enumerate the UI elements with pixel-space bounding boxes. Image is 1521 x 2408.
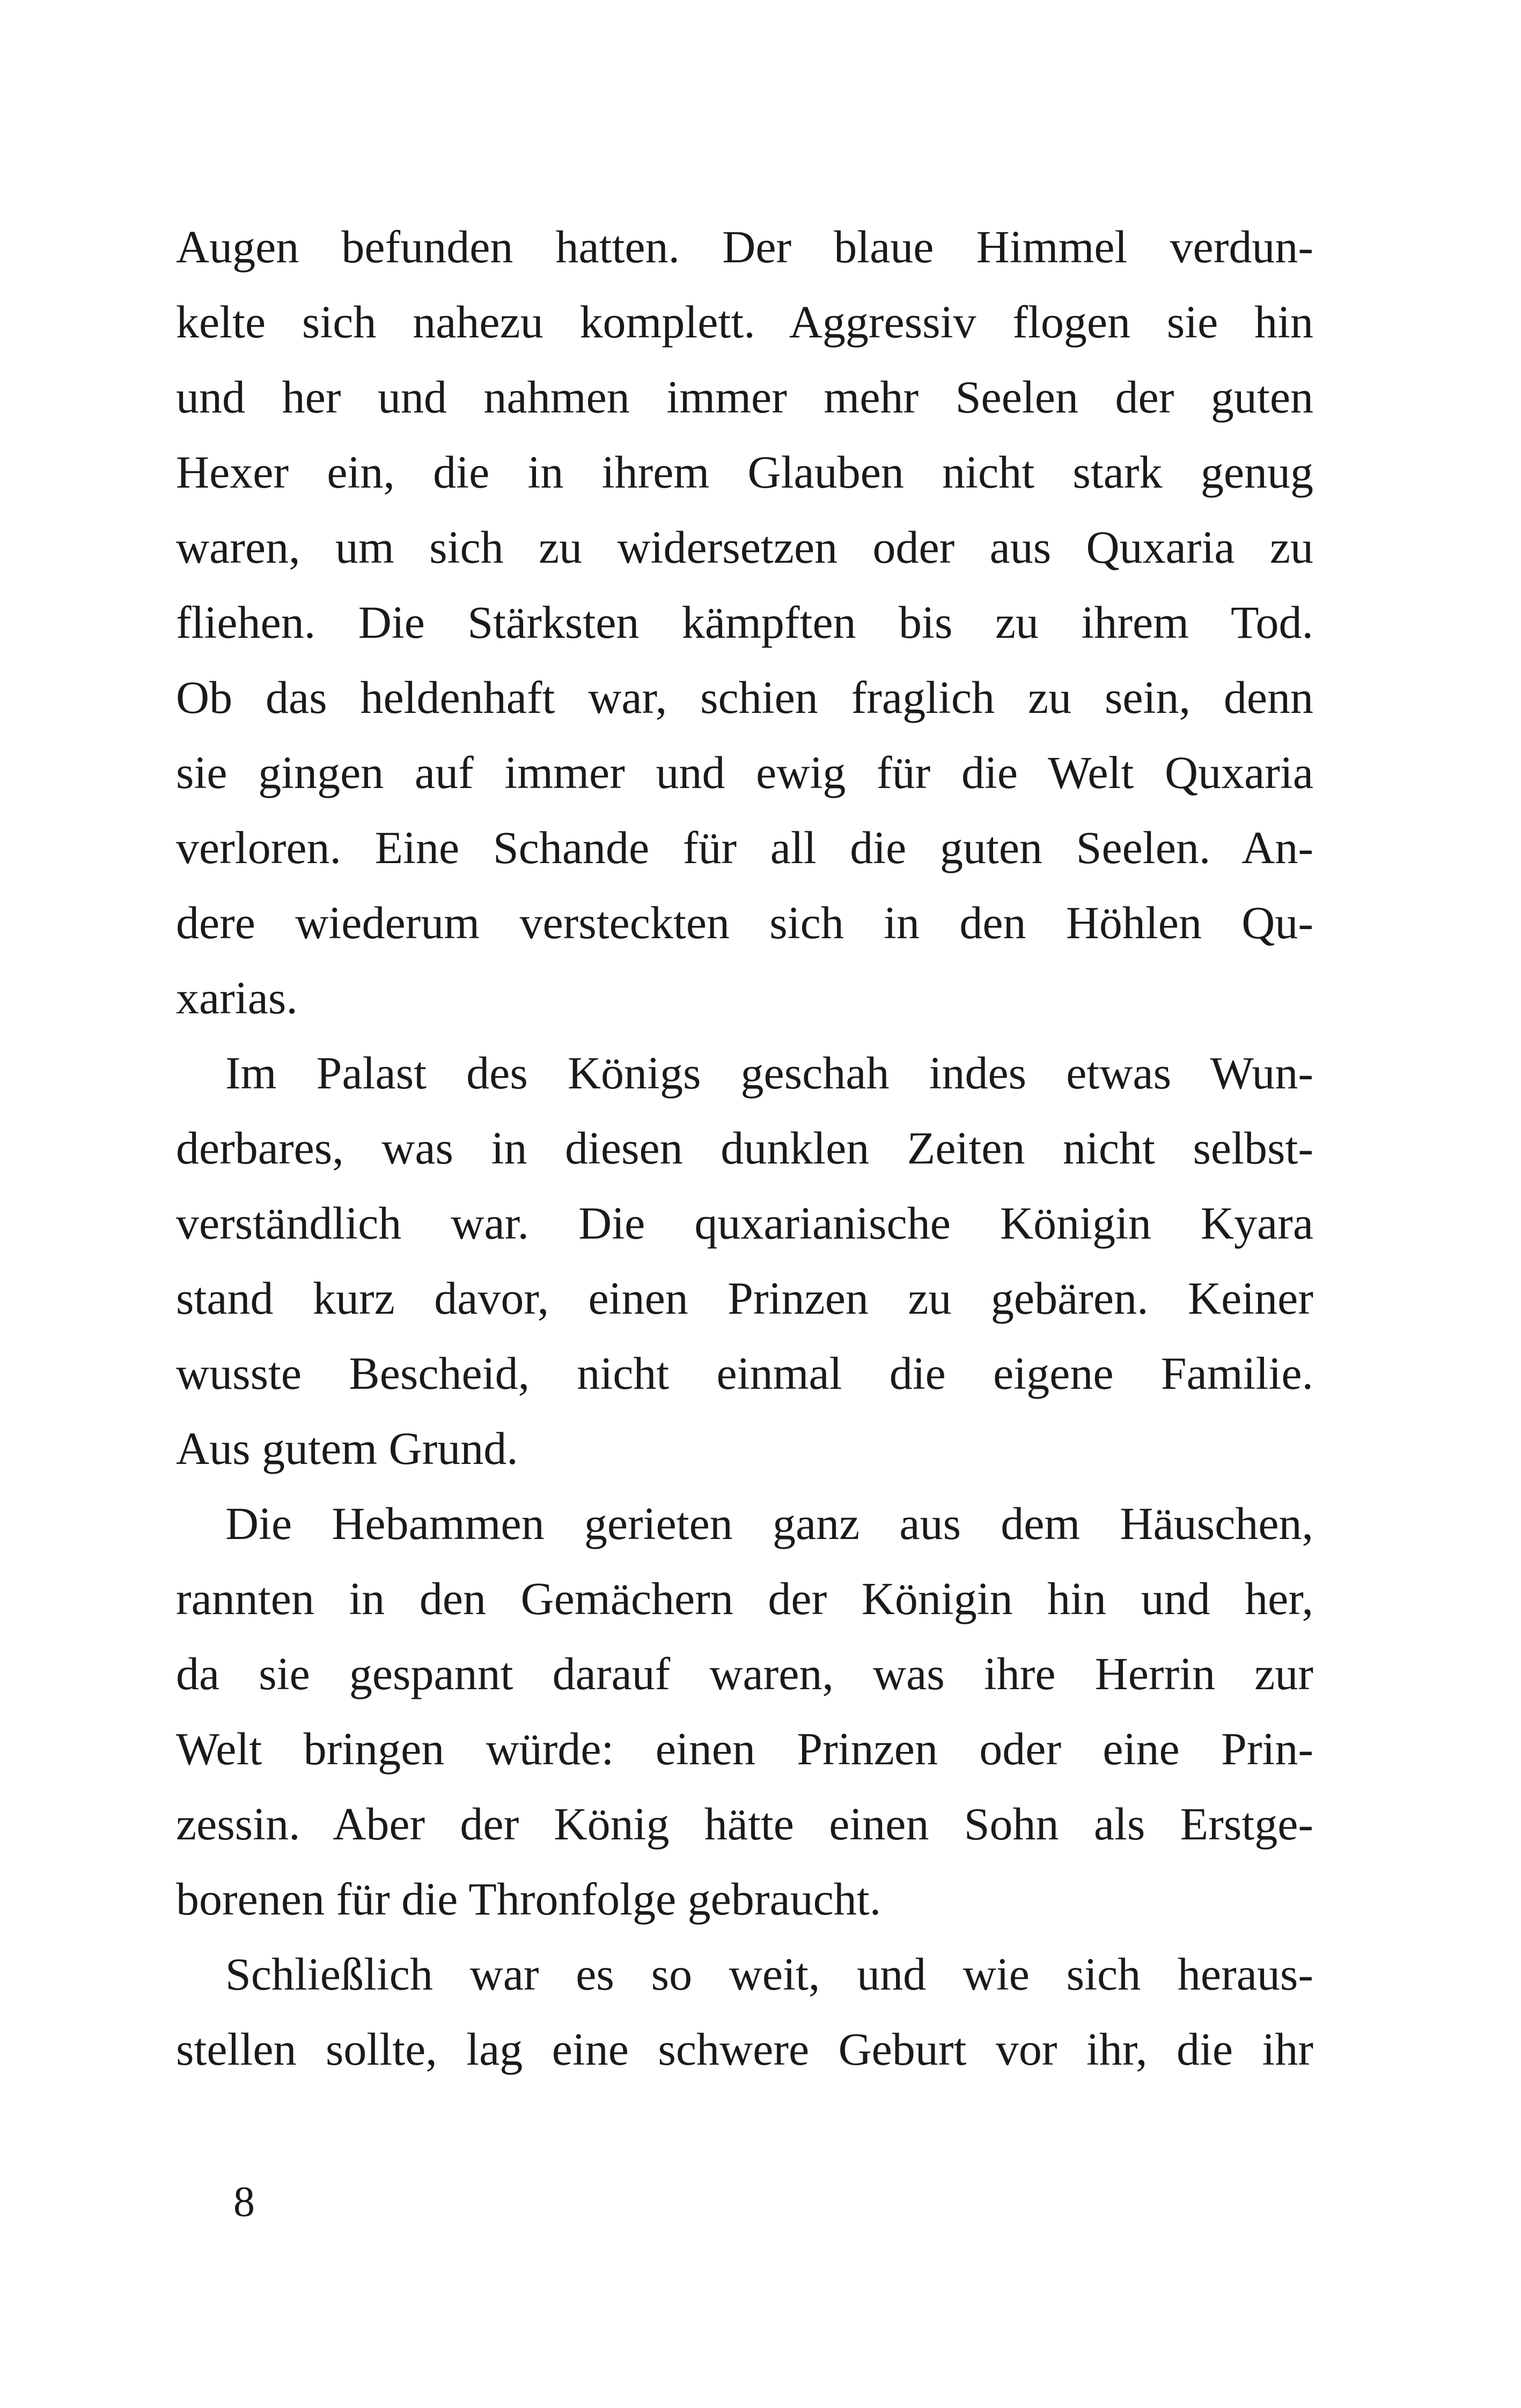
body-text xyxy=(176,209,1313,2087)
text-line: wusste Bescheid, nicht einmal die eigene Familie. xyxy=(176,1347,1313,1399)
text-line: borenen für die Thronfolge gebraucht. xyxy=(176,1873,881,1925)
text-line: fliehen. Die Stärksten kämpften bis zu ihrem Tod. xyxy=(176,597,1313,648)
text-line: waren, um sich zu widersetzen oder aus Quxaria zu xyxy=(176,521,1313,573)
text-line: Ob das heldenhaft war, schien fraglich zu sein, denn xyxy=(176,672,1313,723)
text-line: Die Hebammen gerieten ganz aus dem Häuschen, xyxy=(225,1498,1313,1549)
text-line: sie gingen auf immer und ewig für die Welt Quxaria xyxy=(176,747,1313,798)
text-line: kelte sich nahezu komplett. Aggressiv flogen sie hin xyxy=(176,296,1313,348)
text-line: verloren. Eine Schande für all die guten Seelen. An- xyxy=(176,822,1313,873)
text-line: Welt bringen würde: einen Prinzen oder eine Prin- xyxy=(176,1723,1313,1774)
text-line: xarias. xyxy=(176,972,298,1023)
text-line: da sie gespannt darauf waren, was ihre Herrin zur xyxy=(176,1648,1313,1699)
text-line: Augen befunden hatten. Der blaue Himmel verdun- xyxy=(176,221,1313,273)
text-line: stand kurz davor, einen Prinzen zu gebären. Keiner xyxy=(176,1272,1313,1324)
text-line: dere wiederum versteckten sich in den Höhlen Qu- xyxy=(176,897,1313,948)
text-line: stellen sollte, lag eine schwere Geburt vor ihr, die ihr xyxy=(176,2023,1313,2075)
text-line: Im Palast des Königs geschah indes etwas Wun- xyxy=(225,1047,1313,1099)
text-line: und her und nahmen immer mehr Seelen der guten xyxy=(176,371,1313,423)
text-line: Aus gutem Grund. xyxy=(176,1423,518,1474)
page-number: 8 xyxy=(233,2178,255,2226)
text-line: Schließlich war es so weit, und wie sich heraus- xyxy=(225,1948,1313,2000)
text-line: zessin. Aber der König hätte einen Sohn als Erstge- xyxy=(176,1798,1313,1850)
text-line: derbares, was in diesen dunklen Zeiten nicht selbst- xyxy=(176,1122,1313,1174)
text-line: Hexer ein, die in ihrem Glauben nicht stark genug xyxy=(176,446,1313,498)
text-line: verständlich war. Die quxarianische Königin Kyara xyxy=(176,1197,1313,1249)
text-line: rannten in den Gemächern der Königin hin und her, xyxy=(176,1573,1313,1624)
